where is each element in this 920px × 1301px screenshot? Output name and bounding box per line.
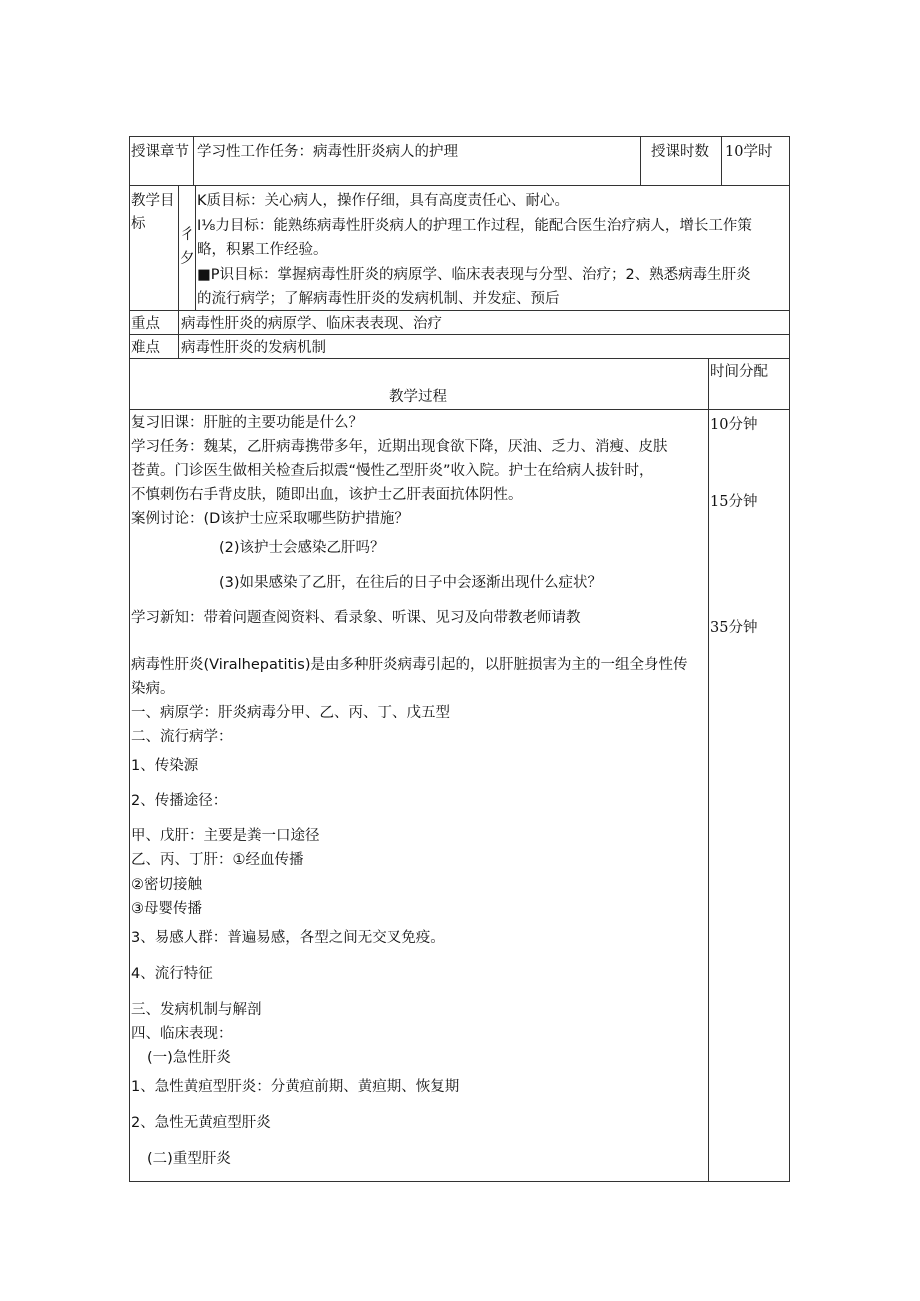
- subsection-item: 3、易感人群：普遍易感，各型之间无交叉免疫。: [131, 930, 445, 946]
- time-entry: 10分钟: [710, 417, 758, 433]
- chapter-value: 学习性工作任务：病毒性肝炎病人的护理: [197, 144, 458, 160]
- table-rule-objectives: [129, 310, 790, 311]
- hours-label: 授课时数: [651, 144, 709, 160]
- process-title: 教学过程: [389, 389, 447, 405]
- key-point-value: 病毒性肝炎的病原学、临床表表现、治疗: [181, 316, 442, 332]
- time-entry: 15分钟: [710, 494, 758, 510]
- subsection-item: 1、传染源: [131, 758, 199, 774]
- subsection-item: 2、急性无黄疸型肝炎: [131, 1115, 271, 1131]
- subsection-detail: ②密切接触: [131, 877, 202, 893]
- table-border-right: [789, 136, 790, 1182]
- section-heading: 四、临床表现：: [131, 1026, 233, 1042]
- section-heading: 二、流行病学：: [131, 729, 233, 745]
- case-question: (3)如果感染了乙肝，在往后的日子中会逐渐出现什么症状？: [219, 575, 603, 591]
- section-heading: 一、病原学：肝炎病毒分甲、乙、丙、丁、戊五型: [131, 705, 450, 721]
- subsection-item: 1、急性黄疸型肝炎：分黄疸前期、黄疸期、恢复期: [131, 1079, 460, 1095]
- objectives-label-line2: 标: [131, 216, 146, 232]
- objectives-side-mark: 彳: [180, 227, 195, 243]
- subsection-item: 4、流行特征: [131, 966, 213, 982]
- table-rule-difficulty: [129, 358, 790, 359]
- difficulty-label: 难点: [131, 340, 160, 356]
- task-line: 不慎刺伤右手背皮肤，随即出血，该护士乙肝表面抗体阴性。: [131, 487, 523, 503]
- task-line: 苍黄。门诊医生做相关检查后拟震“慢性乙型肝炎”收入院。护士在给病人拔针时，: [131, 463, 654, 479]
- table-col-hours-value: [721, 136, 722, 185]
- review-line: 复习旧课：肝脏的主要功能是什么？: [131, 415, 363, 431]
- objectives-line: I⅛力目标：能熟练病毒性肝炎病人的护理工作过程，能配合医生治疗病人，增长工作策: [197, 218, 752, 234]
- time-entry: 35分钟: [710, 620, 758, 636]
- objectives-line: 的流行病学；了解病毒性肝炎的发病机制、并发症、预后: [197, 291, 560, 307]
- task-line: 学习任务：魏某，乙肝病毒携带多年，近期出现食欲下降，厌油、乏力、消瘦、皮肤: [131, 439, 668, 455]
- table-col-label-objectives: [178, 185, 179, 359]
- chapter-label: 授课章节: [131, 144, 189, 160]
- table-border-left: [129, 136, 130, 1182]
- table-col-time: [708, 358, 709, 1182]
- definition-line: 染病。: [131, 681, 175, 697]
- hours-value: 10学时: [725, 144, 773, 160]
- section-heading: 三、发病机制与解剖: [131, 1002, 262, 1018]
- definition-line: 病毒性肝炎(Viralhepatitis)是由多种肝炎病毒引起的，以肝脏损害为主的一组全身性传: [131, 657, 688, 673]
- key-point-label: 重点: [131, 316, 160, 332]
- table-border-bottom: [129, 1181, 790, 1182]
- subsection-detail: ③母婴传播: [131, 901, 202, 917]
- table-rule-header: [129, 185, 790, 186]
- objectives-line: K质目标：关心病人，操作仔细，具有高度责任心、耐心。: [197, 193, 570, 209]
- objectives-line: 略，积累工作经验。: [197, 242, 328, 258]
- case-question: (2)该护士会感染乙肝吗？: [219, 540, 385, 556]
- subsection-heading: (一)急性肝炎: [147, 1050, 231, 1066]
- objectives-label-line1: 教学目: [131, 193, 175, 209]
- objectives-line: ■P识目标：掌握病毒性肝炎的病原学、临床表表现与分型、治疗；2、熟悉病毒生肝炎: [197, 267, 751, 283]
- subsection-detail: 甲、戊肝：主要是粪一口途径: [131, 828, 320, 844]
- table-rule-keypoint: [129, 334, 790, 335]
- new-knowledge-line: 学习新知：带着问题查阅资料、看录象、听课、见习及向带教老师请教: [131, 610, 581, 626]
- table-col-side-marks: [195, 185, 196, 310]
- subsection-detail: 乙、丙、丁肝：①经血传播: [131, 852, 304, 868]
- table-col-hours-label: [640, 136, 641, 185]
- table-col-label-header: [193, 136, 194, 185]
- objectives-side-mark: 夕: [180, 251, 195, 267]
- subsection-item: 2、传播途径：: [131, 793, 228, 809]
- time-allocation-header: 时间分配: [710, 364, 768, 380]
- difficulty-value: 病毒性肝炎的发病机制: [181, 340, 326, 356]
- table-rule-process-header: [129, 409, 790, 410]
- table-border-top: [129, 136, 790, 137]
- case-question: 案例讨论：(D该护士应采取哪些防护措施？: [131, 511, 409, 527]
- subsection-heading: (二)重型肝炎: [147, 1151, 231, 1167]
